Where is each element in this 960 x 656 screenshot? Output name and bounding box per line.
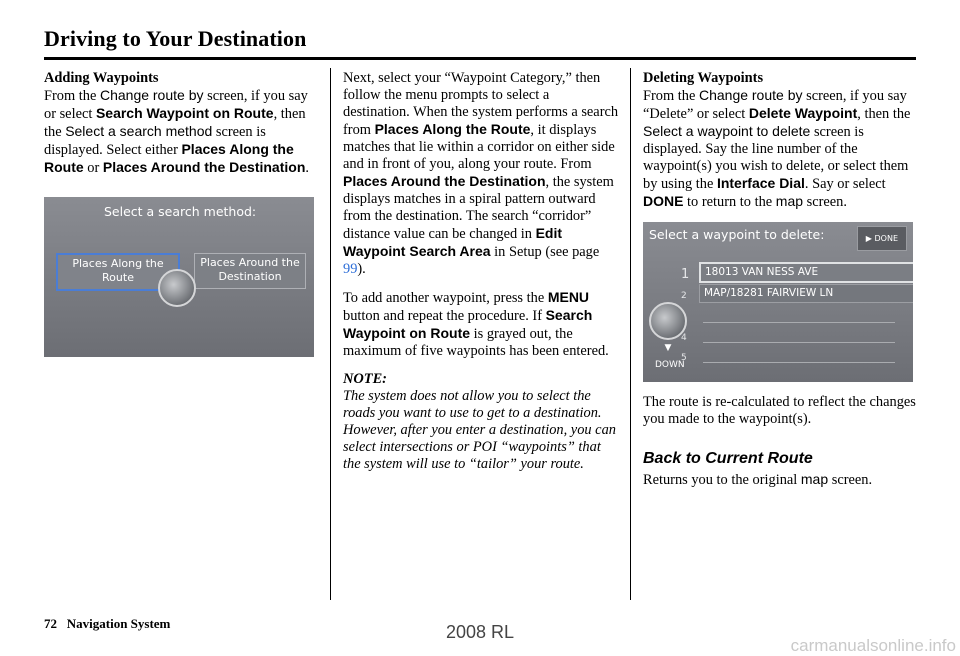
empty-row-line [703, 362, 895, 363]
column-divider-2 [630, 68, 631, 600]
back-to-current-route-heading: Back to Current Route [643, 450, 813, 467]
down-arrow-icon: ▼ [664, 343, 672, 353]
search-method-screen [44, 197, 314, 357]
waypoint-category-paragraph: Next, select your “Waypoint Category,” then follow the menu prompts to select a destination. When the system performs a search from Places Along the Route, it displays matches that lie within a corridor on either side and in front of you, along your route. From Places Around the Destination, the system displays matches in a spiral pattern outward from the destination. The search “corridor” distance value can be changed in Edit Waypoint Search Area in Setup (see page 99). [343, 70, 619, 277]
down-indicator: ▼ DOWN [655, 340, 681, 374]
empty-row-line [703, 342, 895, 343]
section-name: Navigation System [66, 616, 171, 631]
delete-waypoint-screen [643, 222, 913, 382]
row-number-5: 5 [681, 353, 687, 363]
column-2 [343, 70, 619, 484]
delete-waypoint-title: Select a waypoint to delete: [649, 227, 825, 242]
places-around-destination-option[interactable]: Places Around the Destination [194, 253, 306, 289]
adding-waypoints-heading: Adding Waypoints [44, 70, 159, 86]
back-to-current-route-paragraph: Returns you to the original map screen. [643, 471, 873, 488]
model-label: 2008 RL [445, 622, 515, 642]
adding-waypoints-paragraph: From the Change route by screen, if you say or select Search Waypoint on Route, then the Select a search method screen is displayed. Select either Places Along the Route or Places Around the Destination. [44, 87, 309, 176]
column-3 [643, 70, 919, 500]
column-1 [44, 70, 318, 357]
add-another-waypoint-paragraph: To add another waypoint, press the MENU button and repeat the procedure. If Search Waypoint on Route is grayed out, the maximum of five waypoints has been entered. [343, 289, 609, 359]
page-number: 72 [44, 616, 57, 631]
column-divider-1 [330, 68, 331, 600]
done-button[interactable]: ▶ DONE [857, 226, 907, 251]
row-number-1: 1 [681, 267, 690, 282]
places-along-route-option[interactable]: Places Along the Route [56, 253, 180, 291]
waypoint-row-1[interactable]: 18013 VAN NESS AVE [699, 262, 913, 283]
row-number-2: 2 [681, 291, 687, 301]
watermark: carmanualsonline.info [790, 636, 956, 655]
deleting-waypoints-paragraph: From the Change route by screen, if you say “Delete” or select Delete Waypoint, then the Select a waypoint to delete screen is displayed. Say the line number of the waypoint(s) you wish to delete, or select them by using the Interface Dial. Say or select DONE to return to the map screen. [643, 87, 911, 210]
title-rule [44, 57, 916, 60]
row-number-4: 4 [681, 333, 687, 343]
page-99-link[interactable]: 99 [343, 261, 358, 277]
note-text: The system does not allow you to select the roads you want to use to get to a destination. However, after you enter a destination, you can select intersections or POI “waypoints” that the system will use to “tailor” your route. [343, 388, 616, 472]
interface-dial-icon [649, 302, 687, 340]
note-label: NOTE: [343, 371, 387, 387]
deleting-waypoints-heading: Deleting Waypoints [643, 70, 764, 86]
page-title: Driving to Your Destination [44, 26, 307, 51]
empty-row-line [703, 322, 895, 323]
route-recalculated-paragraph: The route is re-calculated to reflect the changes you made to the waypoint(s). [643, 394, 916, 427]
search-method-title: Select a search method: [104, 204, 257, 219]
interface-dial-icon [158, 269, 196, 307]
waypoint-row-2[interactable]: MAP/18281 FAIRVIEW LN [699, 284, 913, 303]
